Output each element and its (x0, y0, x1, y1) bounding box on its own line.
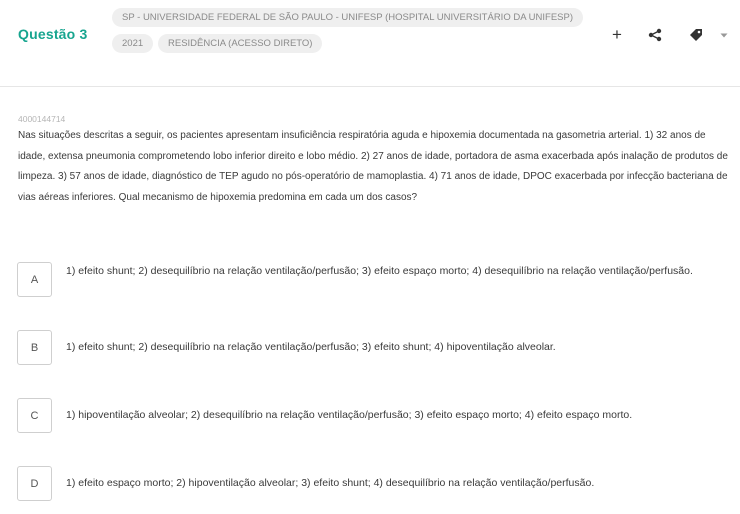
question-header (0, 0, 740, 87)
alternative-letter-button[interactable]: A (17, 262, 52, 297)
alternative-text[interactable]: 1) efeito shunt; 2) desequilíbrio na relação ventilação/perfusão; 3) efeito shunt; 4) hipoventilação alveolar. (66, 341, 556, 353)
institution-tag[interactable]: SP - UNIVERSIDADE FEDERAL DE SÃO PAULO - UNIFESP (HOSPITAL UNIVERSITÁRIO DA UNIFESP) (112, 8, 583, 27)
question-statement: Nas situações descritas a seguir, os pacientes apresentam insuficiência respiratória aguda e hipoxemia documentada na gasometria arterial. 1) 32 anos de idade, extensa pneumonia comprometendo lobo inferior direito e lobo médio. 2) 27 anos de idade, portadora de asma exacerbada após inalação de produtos de limpeza. 3) 57 anos de idade, diagnóstico de TEP agudo no pós-operatório de mamoplastia. 4) 71 anos de idade, DPOC exacerbada por infecção bacteriana de vias aéreas inferiores. Qual mecanismo de hipoxemia predomina em cada um dos casos? (18, 130, 728, 203)
alternative-text[interactable]: 1) hipoventilação alveolar; 2) desequilíbrio na relação ventilação/perfusão; 3) efeito espaço morto; 4) efeito espaço morto. (66, 409, 633, 421)
alternative-letter-button[interactable]: C (17, 398, 52, 433)
plus-icon[interactable]: + (612, 25, 622, 44)
alternative-letter-button[interactable]: B (17, 330, 52, 365)
alternative-text[interactable]: 1) efeito espaço morto; 2) hipoventilação alveolar; 3) efeito shunt; 4) desequilíbrio na relação ventilação/perfusão. (66, 477, 595, 489)
tag-icon[interactable] (686, 25, 706, 45)
share-icon[interactable] (645, 25, 665, 45)
question-id: 4000144714 (18, 114, 66, 124)
year-tag[interactable]: 2021 (112, 34, 153, 53)
alternative-text[interactable]: 1) efeito shunt; 2) desequilíbrio na relação ventilação/perfusão; 3) efeito espaço morto; 4) desequilíbrio na relação ventilação/perfusão. (66, 265, 693, 277)
exam-type-tag[interactable]: RESIDÊNCIA (ACESSO DIRETO) (158, 34, 322, 53)
alternative-b[interactable] (0, 330, 740, 370)
alternative-c[interactable] (0, 398, 740, 438)
question-number-title: Questão 3 (18, 26, 88, 42)
alternative-a[interactable] (0, 262, 740, 302)
alternative-letter-button[interactable]: D (17, 466, 52, 501)
alternative-d[interactable] (0, 466, 740, 506)
chevron-down-icon[interactable] (714, 25, 734, 45)
